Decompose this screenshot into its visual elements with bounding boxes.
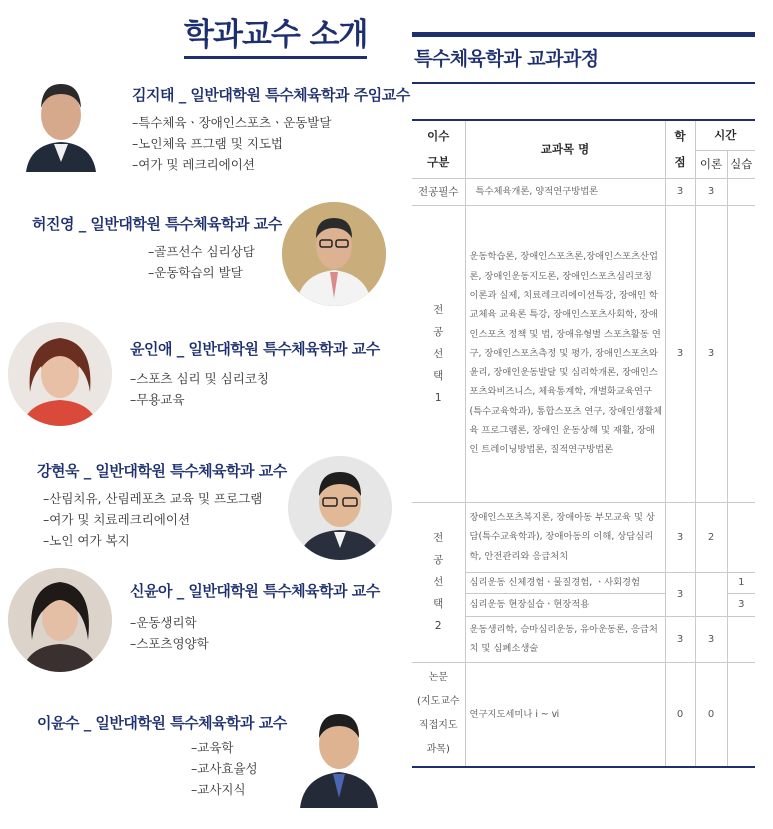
header-time: 시간 (695, 120, 755, 150)
course-cell: 특수체육개론, 양적연구방법론 (465, 178, 665, 205)
professor-card-5 (130, 580, 380, 654)
professor-name: 윤인애 _ 일반대학원 특수체육학과 교수 (130, 340, 380, 358)
credit-cell: 3 (665, 616, 695, 662)
table-row (412, 502, 755, 572)
course-cell: 운동생리학, 승마심리운동, 유아운동론, 응급처치 및 심폐소생술 (465, 616, 665, 662)
category-cell: 전공필수 (412, 178, 465, 205)
professor-photo-6 (296, 702, 382, 808)
course-cell: 심리운동 현장실습ㆍ현장적용 (465, 593, 665, 616)
practice-cell (727, 178, 755, 205)
research-area: –산림치유, 산림레포츠 교육 및 프로그램 (43, 491, 263, 506)
professor-photo-5 (8, 568, 112, 672)
professor-name: 이윤수 _ 일반대학원 특수체육학과 교수 (37, 714, 287, 732)
research-area: –여가 및 레크리에이션 (132, 157, 255, 172)
professor-card-4 (37, 460, 287, 551)
curriculum-top-rule (412, 32, 755, 37)
professor-name: 신윤아 _ 일반대학원 특수체육학과 교수 (130, 582, 380, 600)
professor-photo-3 (8, 322, 112, 426)
research-area: –무용교육 (130, 392, 185, 407)
practice-cell: 3 (727, 593, 755, 616)
practice-cell (727, 662, 755, 767)
person-photo-icon (296, 702, 382, 808)
theory-cell: 3 (695, 616, 727, 662)
professor-photo-4 (288, 456, 392, 560)
header-practice: 실습 (727, 150, 755, 178)
practice-cell: 1 (727, 572, 755, 593)
header-category: 이수 구분 (412, 120, 465, 178)
professor-card-6 (37, 712, 287, 800)
research-area: –스포츠 심리 및 심리코칭 (130, 371, 269, 386)
professor-card-1 (132, 84, 410, 175)
curriculum-title-rule (412, 82, 755, 84)
research-area: –교육학 (191, 740, 234, 755)
credit-cell: 3 (665, 502, 695, 572)
table-row (412, 205, 755, 502)
table-row (412, 662, 755, 767)
theory-cell: 3 (695, 205, 727, 502)
professor-name: 강현욱 _ 일반대학원 특수체육학과 교수 (37, 462, 287, 480)
header-course: 교과목 명 (465, 120, 665, 178)
research-area: –운동학습의 발달 (148, 265, 243, 280)
person-photo-icon (288, 456, 392, 560)
course-cell: 심리운동 신체경험ㆍ물질경험, ㆍ사회경험 (465, 572, 665, 593)
header-credit: 학 점 (665, 120, 695, 178)
person-photo-icon (8, 568, 112, 672)
credit-cell: 0 (665, 662, 695, 767)
professor-card-3 (130, 338, 380, 410)
practice-cell (727, 502, 755, 572)
practice-cell (727, 205, 755, 502)
course-cell: 운동학습론, 장애인스포츠론,장애인스포츠산업론, 장애인운동지도론, 장애인스포츠심리코칭 이론과 실제, 치료레크리에이션특강, 장애인 학교체육 교육론 특강, 장애인스포츠사회학, 장애인스포츠 정책 및 법, 장애유형별 스포츠활동 연구, 장애인스포츠측정 및 평가, 장애인스포츠와 윤리, 장애인운동발달 및 심리학개론, 장애인스포츠와비즈니스, 체육통계학, 개별화교육연구(특수교육학과), 통합스포츠 연구, 장애인생활체육 프로그램론, 장애인 운동상해 및 재활, 장애인 트레이닝방법론, 질적연구방법론 (465, 205, 665, 502)
credit-cell: 3 (665, 205, 695, 502)
person-photo-icon (8, 322, 112, 426)
person-photo-icon (282, 202, 386, 306)
professor-photo-2 (282, 202, 386, 306)
theory-cell: 2 (695, 502, 727, 572)
table-row (412, 178, 755, 205)
professor-name: 김지태 _ 일반대학원 특수체육학과 주임교수 (132, 86, 410, 104)
curriculum-table (412, 119, 755, 768)
professor-card-2 (32, 213, 282, 283)
research-area: –특수체육ㆍ장애인스포츠ㆍ운동발달 (132, 115, 332, 130)
course-cell: 연구지도세미나 ⅰ ~ ⅵ (465, 662, 665, 767)
category-cell: 전 공 선 택 2 (412, 502, 465, 662)
credit-cell: 3 (665, 572, 695, 616)
research-area: –스포츠영양학 (130, 636, 209, 651)
category-cell: 전 공 선 택 1 (412, 205, 465, 502)
page-title: 학과교수 소개 (184, 14, 367, 59)
research-area: –여가 및 치료레크리에이션 (43, 512, 191, 527)
research-area: –교사효율성 (191, 761, 258, 776)
theory-cell: 0 (695, 662, 727, 767)
theory-cell: 3 (695, 178, 727, 205)
research-area: –노인체육 프그램 및 지도법 (132, 136, 283, 151)
research-area: –노인 여가 복지 (43, 533, 130, 548)
research-area: –교사지식 (191, 782, 246, 797)
practice-cell (727, 616, 755, 662)
credit-cell: 3 (665, 178, 695, 205)
professor-photo-1 (22, 70, 100, 172)
theory-cell (695, 572, 727, 616)
header-theory: 이론 (695, 150, 727, 178)
curriculum-title: 특수체육학과 교과과정 (414, 48, 599, 70)
research-area: –골프선수 심리상담 (148, 244, 255, 259)
course-cell: 장애인스포츠복지론, 장애아동 부모교육 및 상담(특수교육학과), 장애아동의 이해, 상담심리학, 안전관리와 응급처치 (465, 502, 665, 572)
person-photo-icon (22, 70, 100, 172)
professor-name: 허진영 _ 일반대학원 특수체육학과 교수 (32, 215, 282, 233)
category-cell: 논문 (지도교수 직접지도 과목) (412, 662, 465, 767)
research-area: –운동생리학 (130, 615, 197, 630)
